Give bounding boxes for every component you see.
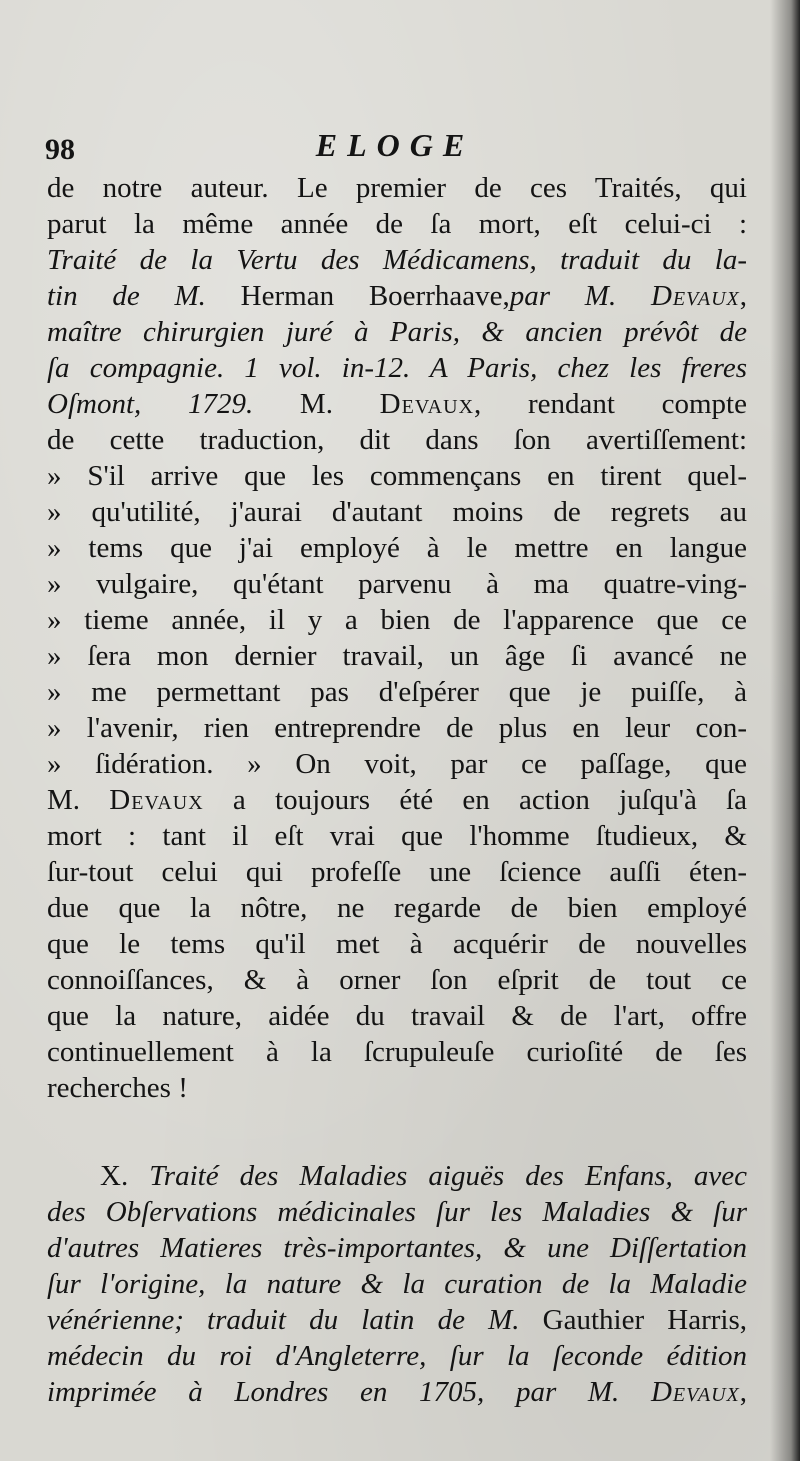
text-span: M. <box>253 388 380 420</box>
text-line: continuellement à la ſcrupuleuſe curioſité de ſes <box>47 1036 747 1068</box>
text-span: , <box>739 1376 747 1408</box>
text-line: de cette traduction, dit dans ſon avertiſſement: <box>47 424 747 456</box>
text-span: imprimée à Londres en 1705, par M. <box>47 1376 651 1408</box>
text-span: a toujours été en action juſqu'à ſa <box>203 784 747 816</box>
text-line: maître chirurgien juré à Paris, & ancien prévôt de <box>47 316 747 348</box>
text-line: » tieme année, il y a bien de l'apparence que ce <box>47 604 747 636</box>
text-line: des Obſervations médicinales ſur les Maladies & ſur <box>47 1196 747 1228</box>
text-span: Herman Boerrhaave, <box>205 280 510 312</box>
text-line: mort : tant il eſt vrai que l'homme ſtudieux, & <box>47 820 747 852</box>
text-line: d'autres Matieres très-importantes, & une Diſſertation <box>47 1232 747 1264</box>
text-line: due que la nôtre, ne regarde de bien employé <box>47 892 747 924</box>
text-line: recherches ! <box>47 1072 188 1104</box>
text-span: Oſmont, 1729. <box>47 388 254 420</box>
text-span: Gauthier Harris, <box>519 1304 747 1336</box>
text-line: de notre auteur. Le premier de ces Traités, qui <box>47 172 747 204</box>
text-span: vénérienne; traduit du latin de M. <box>47 1304 520 1336</box>
text-line: » S'il arrive que les commençans en tirent quel- <box>47 460 747 492</box>
text-line <box>47 278 747 314</box>
text-line <box>47 386 747 422</box>
text-line: » ſidération. » On voit, par ce paſſage, que <box>47 748 747 780</box>
text-line <box>100 1158 747 1194</box>
text-line: que le tems qu'il met à acquérir de nouvelles <box>47 928 747 960</box>
text-line: ſur l'origine, la nature & la curation de la Maladie <box>47 1268 747 1300</box>
author-name: Devaux <box>650 1376 740 1408</box>
author-name: Devaux <box>379 388 475 420</box>
running-head: ELOGE <box>315 127 475 163</box>
text-line: parut la même année de ſa mort, eſt celui-ci : <box>47 208 747 240</box>
page-header <box>45 125 745 169</box>
text-span: M. <box>47 784 110 816</box>
text-line: Traité de la Vertu des Médicamens, traduit du la- <box>47 244 747 276</box>
text-line: » tems que j'ai employé à le mettre en langue <box>47 532 747 564</box>
text-line: que la nature, aidée du travail & de l'art, offre <box>47 1000 747 1032</box>
text-line: connoiſſances, & à orner ſon eſprit de tout ce <box>47 964 747 996</box>
text-line <box>47 1302 747 1338</box>
text-line <box>47 1374 747 1410</box>
page-gutter-shadow <box>770 0 800 1461</box>
text-span: tin de M. <box>47 280 206 312</box>
text-line: » ſera mon dernier travail, un âge ſi avancé ne <box>47 640 747 672</box>
text-line: » l'avenir, rien entreprendre de plus en leur con- <box>47 712 747 744</box>
text-line: » me permettant pas d'eſpérer que je puiſſe, à <box>47 676 747 708</box>
text-span: , <box>739 280 747 312</box>
page-number: 98 <box>45 133 75 166</box>
author-name: Devaux <box>109 784 204 816</box>
item-number: X. <box>100 1160 150 1192</box>
text-line: » vulgaire, qu'étant parvenu à ma quatre-ving- <box>47 568 747 600</box>
author-name: Devaux <box>650 280 740 312</box>
text-line: ſa compagnie. 1 vol. in-12. A Paris, chez les freres <box>47 352 747 384</box>
text-line: » qu'utilité, j'aurai d'autant moins de regrets au <box>47 496 747 528</box>
text-span: , rendant compte <box>474 388 747 420</box>
text-line <box>47 782 747 818</box>
text-line: médecin du roi d'Angleterre, ſur la ſeconde édition <box>47 1340 747 1372</box>
text-line: ſur-tout celui qui profeſſe une ſcience auſſi éten- <box>47 856 747 888</box>
text-span: Traité des Maladies aiguës des Enfans, avec <box>149 1160 747 1192</box>
text-span: par M. <box>509 280 651 312</box>
